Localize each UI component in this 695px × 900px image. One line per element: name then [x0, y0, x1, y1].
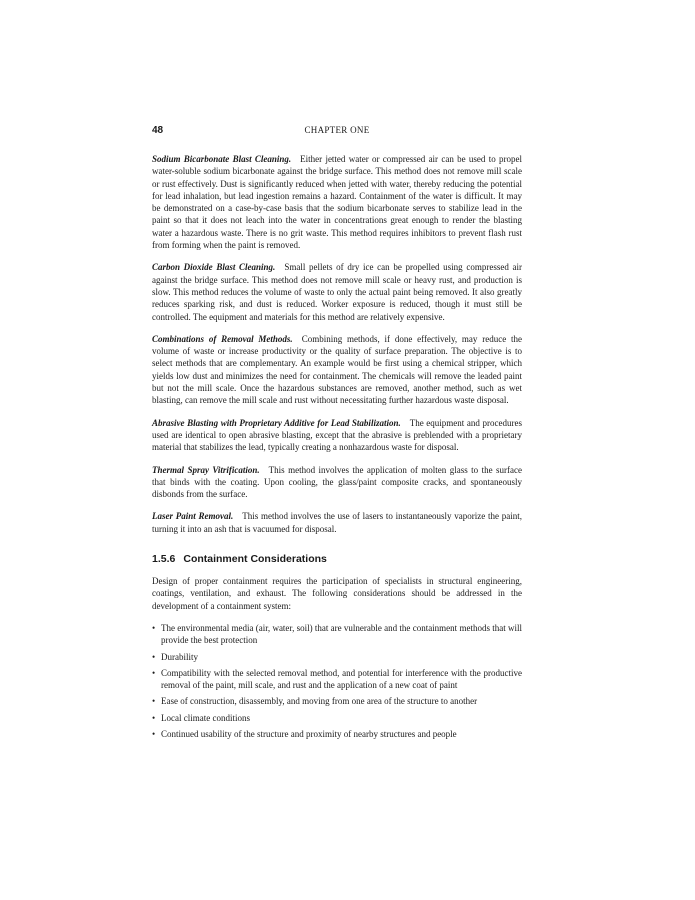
bullet-icon: •	[152, 622, 156, 633]
list-item-text: Durability	[161, 651, 198, 662]
running-head: CHAPTER ONE	[304, 125, 370, 135]
list-item-text: The environmental media (air, water, soil) that are vulnerable and the containment methods that will provide the best protection	[161, 622, 522, 646]
paragraph	[152, 153, 522, 251]
book-page	[152, 125, 522, 744]
list-item	[152, 728, 522, 740]
bullet-icon: •	[152, 712, 156, 723]
paragraph-text: The equipment and procedures used are identical to open abrasive blasting, except that the abrasive is preblended with a proprietary material that stabilizes the lead, typically creating a nonhazardous waste for disposal.	[152, 417, 522, 453]
paragraph	[152, 417, 522, 454]
paragraph-text: Combining methods, if done effectively, may reduce the volume of waste or increase productivity or the quality of surface preparation. The objective is to select methods that are complementary. An example would be first using a chemical stripper, which yields low dust and minimizes the need for containment. The chemicals will remove the leaded paint but not the mill scale. Once the hazardous substances are removed, another method, such as wet blasting, can remove the mill scale and rust without necessitating further hazardous waste disposal.	[152, 333, 523, 406]
list-item-text: Ease of construction, disassembly, and moving from one area of the structure to another	[161, 696, 478, 707]
bullet-list	[152, 622, 522, 740]
list-item-text: Continued usability of the structure and proximity of nearby structures and people	[161, 728, 457, 739]
paragraph-title: Abrasive Blasting with Proprietary Additive for Lead Stabilization.	[152, 417, 401, 428]
paragraph	[152, 464, 522, 501]
page-header	[152, 125, 522, 141]
list-item	[152, 622, 522, 647]
bullet-icon: •	[152, 651, 156, 662]
paragraph-title: Laser Paint Removal.	[152, 511, 234, 522]
bullet-icon: •	[152, 728, 156, 739]
bullet-icon: •	[152, 696, 156, 707]
page-number: 48	[152, 125, 164, 136]
paragraph	[152, 261, 522, 322]
paragraph-title: Carbon Dioxide Blast Cleaning.	[152, 262, 276, 273]
paragraph-text: This method involves the application of molten glass to the surface that binds with the coating. Upon cooling, the glass/paint composite cracks, and spontaneously disbonds from the surface.	[152, 464, 523, 500]
paragraphs	[152, 153, 522, 535]
section-heading	[152, 553, 522, 565]
list-item	[152, 651, 522, 663]
list-item-text: Local climate conditions	[161, 712, 250, 723]
bullet-icon: •	[152, 667, 156, 678]
list-item	[152, 712, 522, 724]
paragraph-title: Sodium Bicarbonate Blast Cleaning.	[152, 154, 292, 164]
paragraph-text: Either jetted water or compressed air can be used to propel water-soluble sodium bicarbonate against the bridge surface. This method does not remove mill scale or rust effectively. Dust is significantly reduced when jetted with water, thereby reducing the potential for lead inhalation, but lead ingestion remains a hazard. Containment of the water is difficult. It may be demonstrated on a case-by-case basis that the sodium bicarbonate serves to stabilize lead in the paint so that it does not leach into the water in concentrations great enough to render the blasting water a hazardous waste. There is no grit waste. This method requires inhibitors to prevent flash rust from forming when the paint is removed.	[152, 154, 522, 251]
list-item	[152, 695, 522, 707]
paragraph-text: This method involves the use of lasers to instantaneously vaporize the paint, turning it into an ash that is vacuumed for disposal.	[152, 511, 522, 534]
paragraph-text: Small pellets of dry ice can be propelled using compressed air against the bridge surface. This method does not remove mill scale or heavy rust, and production is slow. This method reduces the volume of waste to only the actual paint being removed. It also greatly reduces sparking risk, and dust is reduced. Worker exposure is reduced, though it must still be controlled. The equipment and materials for this method are relatively expensive.	[152, 262, 522, 322]
section-number: 1.5.6	[152, 553, 176, 566]
section-intro: Design of proper containment requires the participation of specialists in structural engineering, coatings, ventilation, and exhaust. The following considerations should be addressed in the development of a containment system:	[152, 576, 522, 611]
paragraph	[152, 333, 522, 407]
paragraph-title: Combinations of Removal Methods.	[152, 333, 293, 344]
section-title: Containment Considerations	[183, 553, 327, 566]
list-item-text: Compatibility with the selected removal method, and potential for interference with the productive removal of the paint, mill scale, and rust and the application of a new coat of paint	[161, 667, 522, 691]
list-item	[152, 667, 522, 692]
paragraph	[152, 510, 522, 535]
paragraph-title: Thermal Spray Vitrification.	[152, 464, 260, 475]
